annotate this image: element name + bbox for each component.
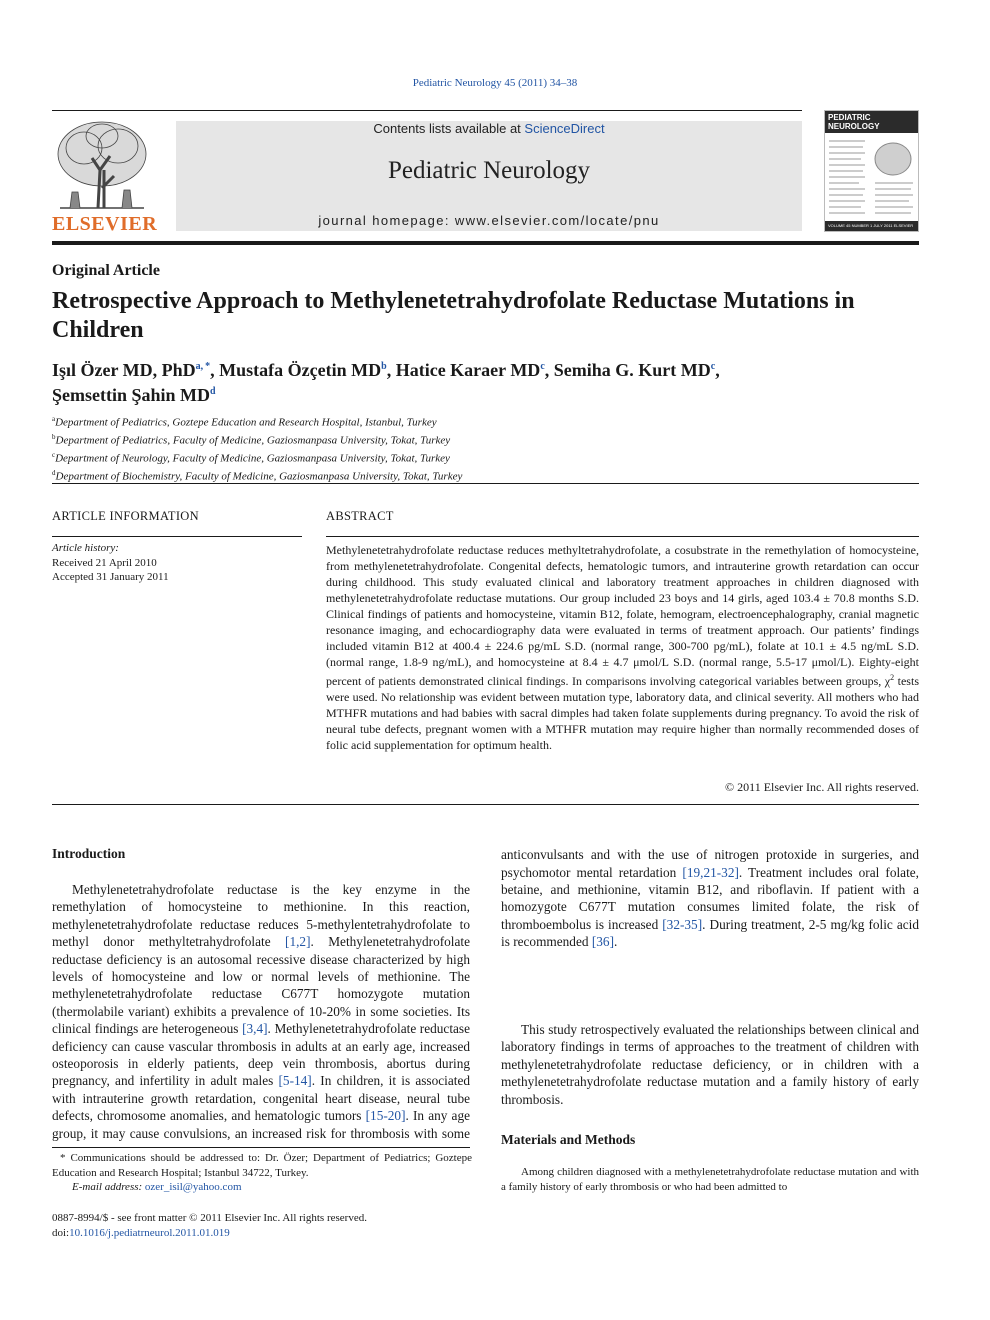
email-label: E-mail address:	[72, 1181, 145, 1193]
journal-banner	[176, 121, 802, 231]
correspondence-text	[52, 1151, 472, 1180]
article-type: Original Article	[52, 262, 160, 279]
footnote-rule	[52, 1147, 470, 1148]
citation-link[interactable]: [3,4]	[242, 1021, 268, 1037]
text-run: . Methylenetetrahydrofolate reductase deficiency can cause vascular thrombosis in adults at an early age, increased osteoporosis in elderly patients, deep vein thrombosis, abortus during pregnancy, and infertility in adult males	[52, 1021, 470, 1089]
abstract-bottom-rule	[52, 804, 919, 805]
affiliation-text: Department of Pediatrics, Goztepe Education and Research Hospital, Istanbul, Turkey	[55, 416, 437, 429]
text-run: . Treatment includes oral folate, betaine, and methionine, vitamin B12, and riboflavin. If patient with a homozygote C677T mutation consumes limited folate, the risk of thromboembolus is increased	[501, 864, 919, 932]
abstract-part: Methylenetetrahydrofolate reductase reduces methyltetrahydrofolate, a cosubstrate in the remethylation of homocysteine, from methylenetetrahydrofolate. Congenital defects, hematologic tumors, and intrauterine growth retardation can occur during childhood. This study evaluated clinical and laboratory treatment approaches in children diagnosed with methylenetetrahydrofolate reductase mutations. Our group included 23 boys and 14 girls, aged 103.4 ± 70.8 months S.D. Clinical findings of patients and homocysteine, vitamin B12, folate, hemogram, electroencephalography, cranial magnetic resonance imaging, and echocardiography data were evaluated in terms of treatment approach. Our patients’ findings included vitamin B12 at 400.4 ± 224.6 pg/mL S.D. (normal range, 300-700 pg/mL), folate at 10.1 ± 4.5 ng/mL S.D. (normal range, 1.8-9 ng/mL), and homocysteine at 8.4 ± 4.7 μmol/L S.D. (normal range, 5.5-17 μmol/L). Eighty-eight percent of patients demonstrated clinical findings. In comparisons involving categorical variables between groups, χ	[326, 543, 919, 688]
author-separator: ,	[715, 360, 720, 380]
citation-link[interactable]: [32-35]	[662, 916, 703, 932]
citation-link[interactable]: [15-20]	[365, 1108, 406, 1124]
author-list	[52, 356, 932, 406]
journal-name: Pediatric Neurology	[387, 157, 591, 184]
text-run: . In any age group, it may cause convulsions, an increased risk for thrombosis with some	[52, 1108, 470, 1141]
citation-link[interactable]: [19,21-32]	[682, 864, 739, 880]
footnote-star: *	[60, 1152, 66, 1164]
methods-text: Among children diagnosed with a methylenetetrahydrofolate reductase mutation and with a family history of early thrombosis or who had been admitted to	[501, 1166, 919, 1194]
cover-title-line-1: PEDIATRIC	[828, 113, 871, 122]
header-thick-rule	[52, 241, 919, 245]
text-run: anticonvulsants and with the use of nitrogen protoxide in surgeries, and psychomotor mental retardation	[501, 847, 919, 880]
affiliation-key: a	[52, 415, 56, 423]
contents-prefix: Contents lists available at	[373, 121, 525, 136]
citation-link[interactable]: [1,2]	[285, 934, 311, 950]
affiliation-key: d	[52, 469, 56, 478]
citation-link[interactable]: [36]	[591, 934, 614, 950]
abstract-heading: ABSTRACT	[326, 509, 394, 523]
doi-link[interactable]: 10.1016/j.pediatrneurol.2011.01.019	[69, 1226, 230, 1239]
doi-label: doi:	[52, 1226, 70, 1239]
journal-citation[interactable]: Pediatric Neurology 45 (2011) 34–38	[412, 77, 578, 89]
author-separator: ,	[386, 360, 396, 380]
text-run: .	[614, 934, 618, 950]
article-footer	[52, 1211, 367, 1240]
email-line	[52, 1180, 472, 1195]
author[interactable]	[52, 360, 210, 380]
author[interactable]	[554, 360, 715, 380]
elsevier-logo[interactable]	[52, 118, 158, 236]
accepted-date: Accepted 31 January 2011	[52, 571, 169, 583]
intro-continuation	[501, 846, 919, 951]
email-link[interactable]: ozer_isil@yahoo.com	[144, 1181, 242, 1193]
publisher-wordmark: ELSEVIER	[52, 213, 158, 235]
abstract-copyright: © 2011 Elsevier Inc. All rights reserved.	[725, 780, 919, 794]
intro-paragraph-2	[501, 1021, 919, 1108]
affiliation-text: Department of Biochemistry, Faculty of Medicine, Gaziosmanpasa University, Tokat, Turkey	[55, 470, 463, 483]
intro-paragraph-1-cont	[501, 846, 919, 951]
correspondence-footnote	[52, 1151, 472, 1195]
abstract-heading-rule	[326, 536, 919, 537]
info-top-rule	[52, 483, 919, 484]
author-separator: ,	[544, 360, 554, 380]
author-separator: ,	[210, 360, 220, 380]
elsevier-tree-icon	[52, 118, 152, 214]
affiliation	[52, 466, 462, 484]
cover-contents-icon	[825, 135, 918, 223]
affiliation-list	[52, 412, 462, 484]
intro-paragraph-1	[52, 881, 470, 1143]
author[interactable]	[396, 360, 545, 380]
author-name: Şemsettin Şahin MD	[52, 385, 211, 405]
affiliation	[52, 448, 462, 466]
received-date: Received 21 April 2010	[52, 556, 157, 569]
affiliation-text: Department of Neurology, Faculty of Medicine, Gaziosmanpasa University, Tokat, Turkey	[55, 452, 450, 465]
article-history	[52, 541, 169, 585]
affiliation	[52, 412, 462, 430]
doi-line	[52, 1226, 367, 1241]
author-affiliation-mark[interactable]: b	[381, 361, 387, 372]
abstract-part: tests were used. No relationship was evident between mutation type, laboratory data, and clinical severity. All mothers who had MTHFR mutations and had babies with sacral dimples had taken folate supplements during pregnancy. To avoid the risk of neural tube defects, pregnant women with a MTHFR mutation may require higher than normally recommended doses of folic acid supplementation for optimum health.	[326, 674, 919, 752]
text-run: . In children, it is associated with intrauterine growth retardation, congenital heart disease, neural tube defects, chromosome anomalies, and hematologic tumors	[52, 1073, 470, 1124]
abstract-text	[326, 542, 919, 753]
citation-link[interactable]: [5-14]	[278, 1073, 312, 1089]
header-rule	[52, 110, 802, 111]
author[interactable]	[219, 360, 387, 380]
cover-title-line-2: NEUROLOGY	[828, 122, 880, 131]
affiliation-key: c	[52, 451, 56, 460]
author-affiliation-mark[interactable]: c	[710, 361, 716, 372]
introduction-heading: Introduction	[52, 846, 126, 861]
text-run: . Methylenetetrahydrofolate reductase deficiency is an autosomal recessive disease characterized by high levels of homocysteine and low or normal levels of methionine. The methylenetetrahydrofolate reductase C677T homozygote mutation (thermolabile variant) exhibits a prevalence of 10-20% in some societies. Its clinical findings are heterogeneous	[52, 934, 470, 1037]
chi-square-superscript: 2	[890, 673, 895, 682]
text-run: Methylenetetrahydrofolate reductase is the key enzyme in the remethylation of homocysteine to methionine. In this reaction, methylenetetrahydrofolate reductase reduces 5-methylentetrahydrofolate to methyl donor methyltetrahydrofolate	[52, 882, 470, 950]
cover-footer: VOLUME 45 NUMBER 1 JULY 2011 ELSEVIER	[825, 221, 918, 231]
issn-line: 0887-8994/$ - see front matter © 2011 Elsevier Inc. All rights reserved.	[52, 1212, 367, 1224]
author-affiliation-mark[interactable]: a, *	[195, 361, 211, 372]
article-info-heading: ARTICLE INFORMATION	[52, 509, 199, 523]
info-heading-rule	[52, 536, 302, 537]
text-run: . During treatment, 2-5 mg/kg folic acid is recommended	[501, 916, 919, 950]
author[interactable]	[52, 385, 216, 405]
author-name: Semiha G. Kurt MD	[553, 360, 711, 380]
correspondence-address: Communications should be addressed to: Dr. Özer; Department of Pediatrics; Goztepe Education and Research Hospital; Istanbul 34722, Turkey.	[52, 1152, 472, 1179]
author-name: Mustafa Özçetin MD	[219, 360, 382, 380]
journal-homepage[interactable]: journal homepage: www.elsevier.com/locate/pnu	[318, 213, 660, 228]
author-name: Hatice Karaer MD	[395, 360, 541, 380]
cover-title	[825, 111, 918, 133]
intro-column-left	[52, 881, 470, 1143]
affiliation-key: b	[52, 433, 56, 442]
contents-line	[176, 121, 802, 136]
affiliation	[52, 430, 462, 448]
article-title: Retrospective Approach to Methylenetetrahydrofolate Reductase Mutations in Children	[52, 288, 855, 343]
intro-column-right	[501, 846, 919, 1038]
affiliation-text: Department of Pediatrics, Faculty of Medicine, Gaziosmanpasa University, Tokat, Turkey	[55, 434, 451, 447]
author-affiliation-mark[interactable]: c	[540, 361, 545, 372]
methods-heading: Materials and Methods	[501, 1132, 636, 1147]
author-affiliation-mark[interactable]: d	[210, 386, 216, 397]
intro-paragraph-2-text: This study retrospectively evaluated the relationships between clinical and laboratory findings in terms of approaches to the treatment of children with methylenetetrahydrofolate reductase deficiency, or in children with a methylenetetrahydrofolate reductase mutation and a family history of early thrombosis.	[501, 1022, 919, 1107]
sciencedirect-link[interactable]: ScienceDirect	[524, 121, 605, 136]
journal-cover-thumbnail[interactable]	[824, 110, 919, 232]
history-label: Article history:	[52, 542, 119, 554]
author-name: Işıl Özer MD, PhD	[52, 360, 196, 380]
